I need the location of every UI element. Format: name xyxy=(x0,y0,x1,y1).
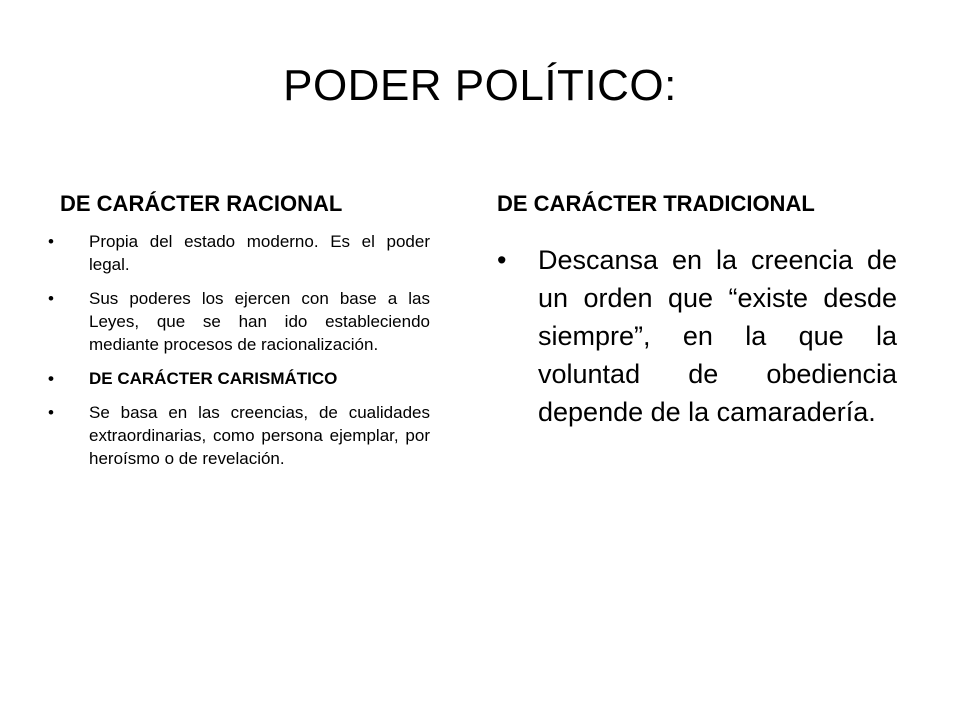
list-item xyxy=(48,367,430,390)
slide-title: PODER POLÍTICO: xyxy=(283,61,677,110)
right-column-heading: DE CARÁCTER TRADICIONAL xyxy=(497,191,815,216)
bullet-icon: • xyxy=(48,369,54,388)
bullet-text: Descansa en la creencia de un orden que “existe desde siempre”, en la que la voluntad de obediencia depende de la camaradería. xyxy=(538,245,897,427)
bullet-text: DE CARÁCTER CARISMÁTICO xyxy=(89,369,338,388)
list-item xyxy=(497,241,897,431)
bullet-icon: • xyxy=(48,289,54,308)
bullet-text: Sus poderes los ejercen con base a las Leyes, que se han ido estableciendo mediante procesos de racionalización. xyxy=(89,289,430,354)
bullet-icon: • xyxy=(48,403,54,422)
list-item xyxy=(48,401,430,470)
left-column-heading: DE CARÁCTER RACIONAL xyxy=(60,191,343,216)
list-item xyxy=(48,230,430,276)
bullet-text: Se basa en las creencias, de cualidades extraordinarias, como persona ejemplar, por heroísmo o de revelación. xyxy=(89,403,430,468)
right-bullet-list xyxy=(497,241,897,431)
list-item xyxy=(48,287,430,356)
bullet-icon: • xyxy=(497,245,507,275)
left-bullet-list xyxy=(48,230,430,481)
bullet-text: Propia del estado moderno. Es el poder legal. xyxy=(89,232,430,274)
bullet-icon: • xyxy=(48,232,54,251)
